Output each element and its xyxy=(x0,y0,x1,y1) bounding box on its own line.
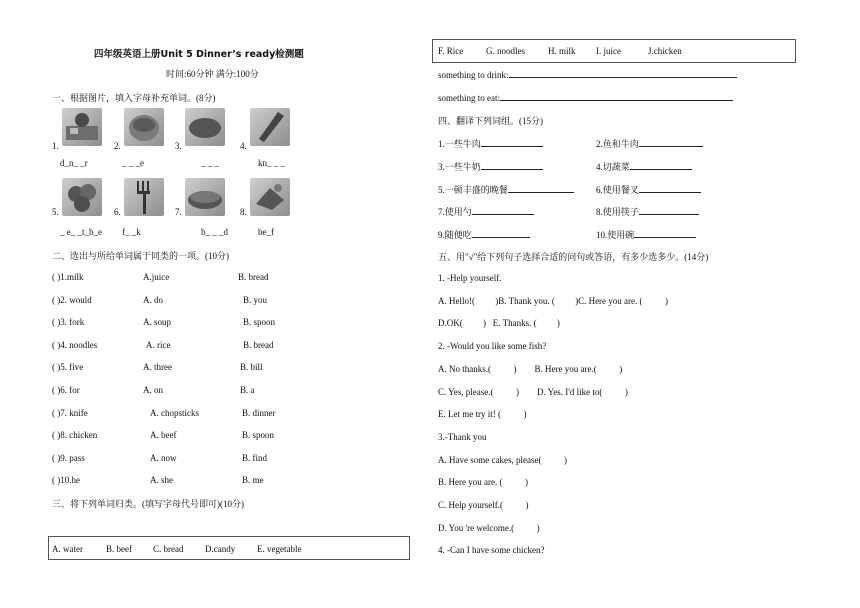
answer-options[interactable]: A. No thanks.( ) B. Here you are.( ) xyxy=(438,363,623,374)
word-bank-item: C. bread xyxy=(153,544,184,554)
option-b: B. bread xyxy=(238,272,269,282)
question-prompt: 2. -Would you like some fish? xyxy=(438,341,547,352)
picture-beef-icon xyxy=(250,178,290,216)
option-a: A. on xyxy=(143,385,163,395)
picture-word-blank[interactable]: _ _ _e xyxy=(122,158,144,168)
question-item[interactable]: ( )1.milk xyxy=(52,272,84,282)
option-b: B. spoon xyxy=(242,430,275,441)
picture-dinner-icon xyxy=(62,108,102,146)
picture-egg-icon xyxy=(185,108,225,146)
word-bank-item: G. noodles xyxy=(486,46,525,56)
question-prompt: 3.-Thank you xyxy=(438,431,487,442)
drink-answer-line[interactable] xyxy=(509,77,737,78)
answer-line[interactable] xyxy=(639,146,703,147)
section-4-heading: 四、翻译下列词组。(15分) xyxy=(438,116,543,126)
option-b: B. you xyxy=(243,294,268,305)
question-item[interactable]: ( )4. noodles xyxy=(52,339,98,350)
answer-line[interactable] xyxy=(472,237,530,238)
option-a: A. she xyxy=(150,475,173,486)
picture-word-blank[interactable]: b_ _ _d xyxy=(201,227,228,237)
dinner-icon xyxy=(62,138,102,146)
picture-word-blank[interactable]: be_f xyxy=(258,227,274,237)
option-b: B. spoon xyxy=(243,317,276,328)
option-b: B. a xyxy=(240,385,255,395)
option-a: A. do xyxy=(143,294,163,305)
picture-number: 1. xyxy=(52,141,59,151)
answer-line[interactable] xyxy=(634,237,696,238)
word-bank-item: F. Rice xyxy=(438,46,464,56)
picture-number: 5. xyxy=(52,207,59,217)
answer-line[interactable] xyxy=(639,192,701,193)
word-bank-item: I. juice xyxy=(596,46,621,56)
section-3-heading: 三、将下列单词归类。(填写字母代号即可)(10分) xyxy=(52,499,244,509)
word-bank-item: E. vegetable xyxy=(257,544,302,554)
translation-item: 1.一些牛肉 xyxy=(438,137,543,150)
page-title: 四年级英语上册Unit 5 Dinner’s ready检测题 xyxy=(94,49,304,60)
answer-line[interactable] xyxy=(481,146,543,147)
picture-fork-icon xyxy=(124,178,164,216)
option-b: B. me xyxy=(242,475,264,486)
word-bank-item: H. milk xyxy=(548,46,576,56)
word-bank-item: A. water xyxy=(52,544,83,554)
question-prompt: 1. -Help yourself. xyxy=(438,273,502,283)
answer-line[interactable] xyxy=(472,214,534,215)
question-item[interactable]: ( )6. for xyxy=(52,385,80,395)
answer-options[interactable]: C. Yes, please.( ) D. Yes. I'd like to( ) xyxy=(438,386,628,397)
option-a: A. soup xyxy=(143,317,172,328)
answer-line[interactable] xyxy=(639,214,699,215)
translation-item: 4.切蔬菜 xyxy=(596,160,692,173)
translation-item: 2.鱼和牛肉 xyxy=(596,137,703,150)
picture-number: 3. xyxy=(175,141,182,151)
translation-item: 9.随便吃 xyxy=(438,228,530,241)
option-a: A.juice xyxy=(143,272,170,282)
egg-icon xyxy=(185,138,225,146)
option-a: A. rice xyxy=(146,339,171,350)
translation-item: 10.使用碗 xyxy=(596,228,696,241)
eat-category: something to eat: xyxy=(438,93,733,103)
section-5-heading: 五、用"√"给下列句子选择合适的问句或答语，有多少选多少。(14分) xyxy=(438,252,709,262)
vegetable-icon xyxy=(62,208,102,216)
picture-word-blank[interactable]: _ e_ _t_b_e xyxy=(60,227,102,237)
answer-options[interactable]: A. Have some cakes, please( ) xyxy=(438,454,567,465)
translation-item: 5.一顿丰盛的晚餐 xyxy=(438,183,574,196)
option-b: B. bill xyxy=(240,362,263,373)
option-a: A. now xyxy=(150,452,177,463)
answer-line[interactable] xyxy=(630,169,692,170)
bread-icon xyxy=(185,208,225,216)
option-b: B. bread xyxy=(243,339,274,350)
question-item[interactable]: ( )10.he xyxy=(52,475,80,486)
question-item[interactable]: ( )8. chicken xyxy=(52,430,98,441)
question-item[interactable]: ( )7. knife xyxy=(52,407,88,418)
answer-line[interactable] xyxy=(481,169,543,170)
exam-info: 时间:60分钟 满分:100分 xyxy=(166,69,259,79)
picture-word-blank[interactable]: d_n_ _r xyxy=(60,158,88,168)
question-item[interactable]: ( )5. five xyxy=(52,362,84,373)
translation-item: 6.使用餐叉 xyxy=(596,183,701,196)
question-item[interactable]: ( )9. pass xyxy=(52,452,85,463)
eat-answer-line[interactable] xyxy=(500,100,733,101)
picture-rice-bowl-icon xyxy=(124,108,164,146)
answer-options[interactable]: D. You 're welcome.( ) xyxy=(438,522,540,533)
picture-number: 2. xyxy=(114,141,121,151)
picture-number: 6. xyxy=(114,207,121,217)
answer-line[interactable] xyxy=(508,192,574,193)
question-item[interactable]: ( )2. would xyxy=(52,294,92,305)
answer-options[interactable]: C. Help yourself.( ) xyxy=(438,500,529,510)
option-a: A. chopsticks xyxy=(150,407,199,418)
picture-bread-icon xyxy=(185,178,225,216)
knife-icon xyxy=(250,138,290,146)
option-b: B. find xyxy=(242,452,268,463)
question-item[interactable]: ( )3. fork xyxy=(52,317,85,328)
picture-word-blank[interactable]: f_ _k xyxy=(122,227,141,237)
picture-word-blank[interactable]: _ _ _ xyxy=(201,158,219,168)
rice-bowl-icon xyxy=(124,138,164,146)
picture-word-blank[interactable]: kn_ _ _ xyxy=(258,158,285,168)
answer-options[interactable]: D.OK( ) E. Thanks. ( ) xyxy=(438,318,560,329)
word-bank-item: B. beef xyxy=(106,544,132,554)
picture-number: 7. xyxy=(175,207,182,217)
section-2-heading: 二、选出与所给单词属于同类的一项。(10分) xyxy=(52,251,229,261)
fork-icon xyxy=(124,208,164,216)
word-bank-item: J.chicken xyxy=(648,46,682,56)
question-prompt: 4. -Can I have some chicken? xyxy=(438,545,545,556)
option-a: A. beef xyxy=(150,430,177,441)
section-1-heading: 一、根据图片，填入字母补充单词。(8分) xyxy=(52,93,216,103)
beef-icon xyxy=(250,208,290,216)
option-a: A. three xyxy=(143,362,172,373)
picture-vegetable-icon xyxy=(62,178,102,216)
word-bank-item: D.candy xyxy=(205,544,236,554)
answer-options[interactable]: A. Hello!( )B. Thank you. ( )C. Here you are. ( ) xyxy=(438,295,669,306)
translation-item: 8.使用筷子 xyxy=(596,205,699,218)
picture-number: 4. xyxy=(240,141,247,151)
answer-options[interactable]: B. Here you are. ( ) xyxy=(438,477,528,488)
picture-knife-icon xyxy=(250,108,290,146)
answer-options[interactable]: E. Let me try it! ( ) xyxy=(438,409,527,420)
translation-item: 7.使用勺 xyxy=(438,205,534,218)
picture-number: 8. xyxy=(240,207,247,217)
drink-category: something to drink: xyxy=(438,70,737,80)
option-b: B. dinner xyxy=(242,407,276,418)
translation-item: 3.一些牛奶 xyxy=(438,160,543,173)
